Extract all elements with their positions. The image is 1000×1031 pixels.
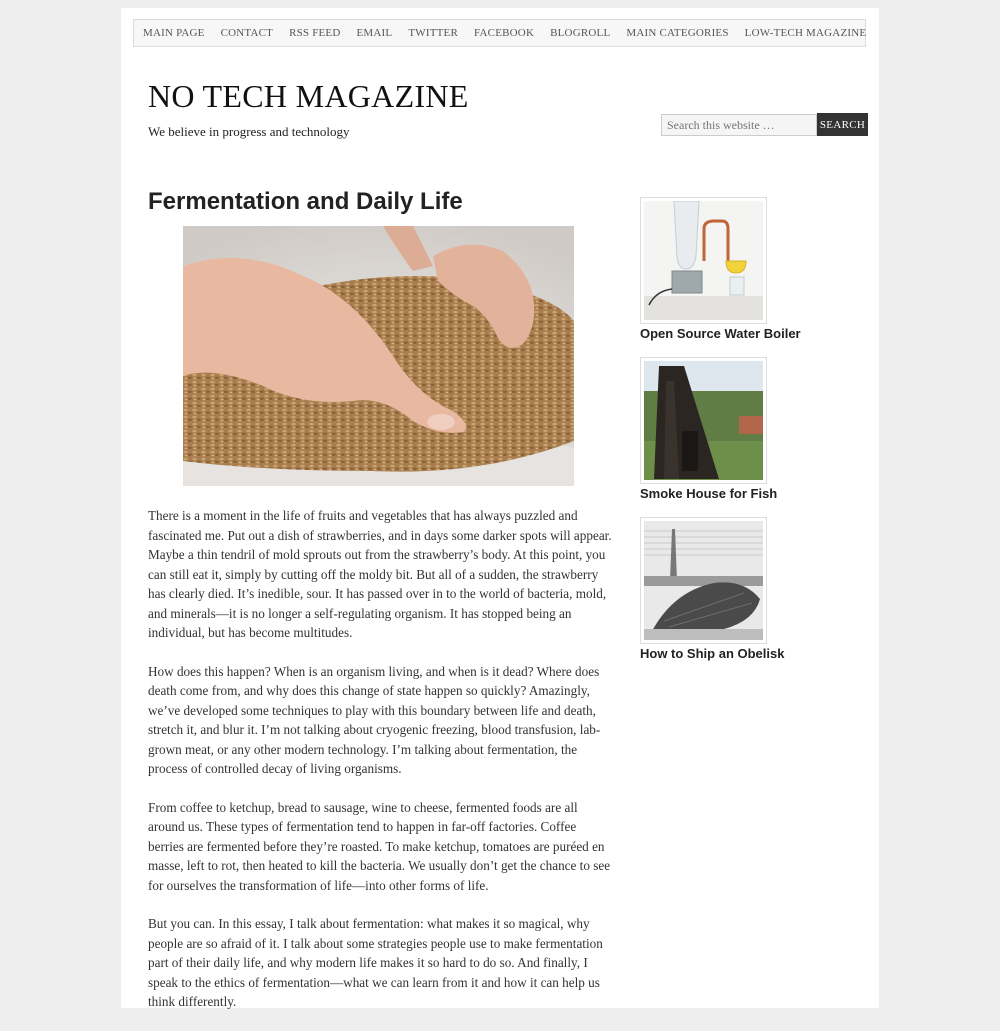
- search-button[interactable]: SEARCH: [817, 113, 868, 136]
- smoke-house-image: [644, 361, 763, 480]
- sidebar-post-title[interactable]: How to Ship an Obelisk: [640, 646, 785, 661]
- nav-rss-feed[interactable]: RSS FEED: [289, 27, 341, 39]
- sidebar-thumbnail[interactable]: [640, 357, 767, 484]
- post-hero-image: [183, 226, 574, 486]
- sidebar-thumbnail[interactable]: [640, 517, 767, 644]
- search-form: [661, 114, 868, 136]
- nav-twitter[interactable]: TWITTER: [408, 27, 459, 39]
- sidebar-thumbnail[interactable]: [640, 197, 767, 324]
- obelisk-engraving-image: [644, 521, 763, 640]
- site-tagline: We believe in progress and technology: [148, 124, 350, 139]
- top-navigation: [133, 19, 866, 47]
- post-title[interactable]: Fermentation and Daily Life: [148, 188, 463, 215]
- nav-contact[interactable]: CONTACT: [220, 27, 274, 39]
- site-title[interactable]: NO TECH MAGAZINE: [148, 78, 469, 114]
- nav-main-categories[interactable]: MAIN CATEGORIES: [626, 27, 729, 39]
- search-input[interactable]: [661, 114, 817, 136]
- nav-email[interactable]: EMAIL: [356, 27, 393, 39]
- hands-in-grain-image: [183, 226, 574, 486]
- post-paragraph: There is a moment in the life of fruits and vegetables that has always puzzled and fascinated me. Put out a dish of strawberries, and in days some darker spots will appear. Maybe a thin tendril of mold sprouts out from the strawberry’s body. At this point, you can still eat it, simply by cutting off the moldy bit. But all of a sudden, the strawberry has clearly died. It’s inedible, sour. It has passed over in to the world of bacteria, mold, and minerals—it is no longer a self-regulating organism. It has stopped being an individual, but has become multitudes.: [148, 508, 612, 640]
- sidebar-post-title[interactable]: Open Source Water Boiler: [640, 326, 801, 341]
- page-container: [121, 8, 879, 1008]
- nav-main-page[interactable]: MAIN PAGE: [143, 27, 205, 39]
- post-paragraph: How does this happen? When is an organism living, and when is it dead? Where does death come from, and why does this change of state happen so quickly? Amazingly, we’ve developed some techniques to play with this boundary between life and death, stretch it, and blur it. I’m not talking about cryogenic freezing, blood transfusion, lab-grown meat, or any other modern technology. I’m talking about fermentation, the process of controlled decay of living organisms.: [148, 663, 601, 776]
- sidebar-post-obelisk[interactable]: [640, 517, 784, 661]
- post-paragraph: But you can. In this essay, I talk about fermentation: what makes it so magical, why people are so afraid of it. I talk about some strategies people use to make fermentation part of their daily life, and why modern life makes it so hard to do so. And finally, I speak to the ethics of fermentation—what we can learn from it and how it can help us think differently.: [148, 916, 603, 1009]
- sidebar-post-title[interactable]: Smoke House for Fish: [640, 486, 778, 501]
- nav-blogroll[interactable]: BLOGROLL: [550, 27, 611, 39]
- nav-facebook[interactable]: FACEBOOK: [474, 27, 535, 39]
- post-content: [148, 506, 613, 1031]
- post-paragraph: From coffee to ketchup, bread to sausage, wine to cheese, fermented foods are all around us. These types of fermentation tend to happen in far-off factories. Coffee berries are fermented before they’re roasted. To make ketchup, tomatoes are puréed en masse, left to rot, then heated to kill the bacteria. We usually don’t get the chance to see for ourselves the transformation of life—into other forms of life.: [148, 799, 611, 893]
- sidebar-post-smoke-house[interactable]: [640, 357, 777, 501]
- water-boiler-image: [644, 201, 763, 320]
- sidebar-post-water-boiler[interactable]: [640, 197, 801, 341]
- nav-low-tech-magazine[interactable]: LOW-TECH MAGAZINE: [744, 27, 867, 39]
